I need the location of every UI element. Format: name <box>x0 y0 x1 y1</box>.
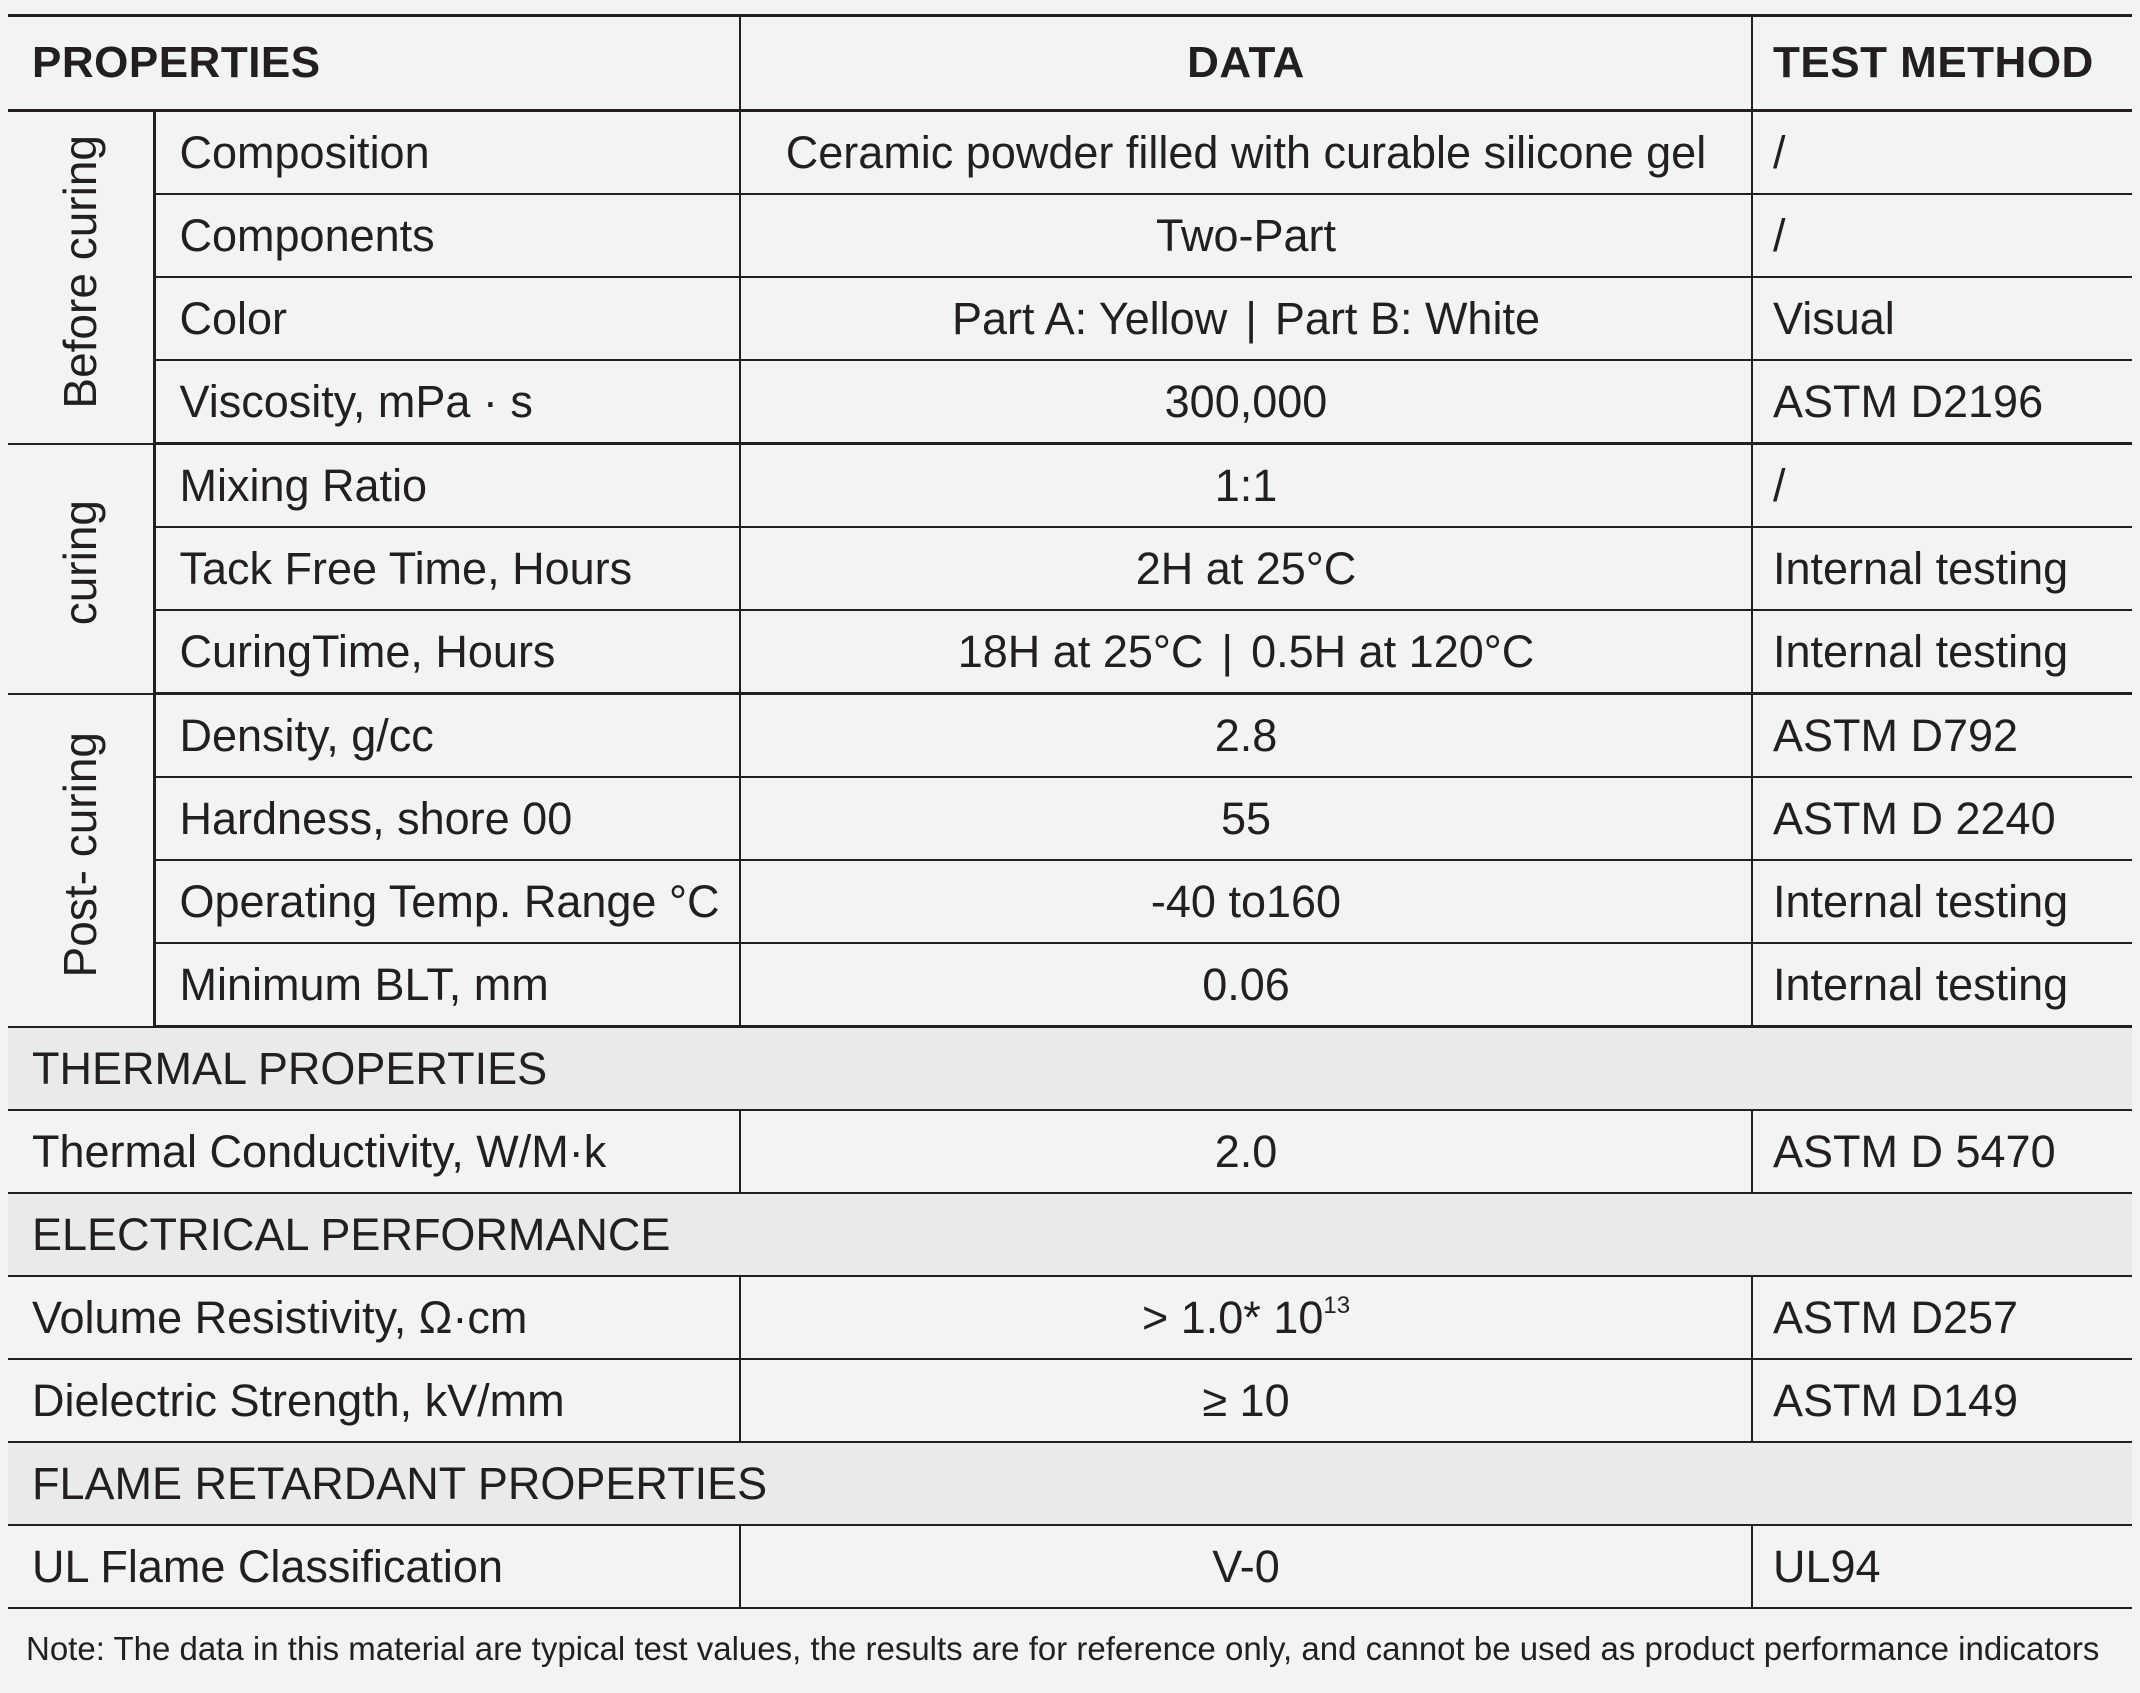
property-name: Operating Temp. Range °C <box>154 860 740 943</box>
group-label: Post- curing <box>54 731 107 978</box>
test-method: / <box>1752 444 2132 528</box>
property-name: UL Flame Classification <box>8 1525 740 1608</box>
value-part-b: 0.5H at 120°C <box>1251 625 1535 677</box>
properties-table <box>8 14 2132 1609</box>
property-name: Color <box>154 277 740 360</box>
table-row <box>8 610 2132 694</box>
footnote: Note: The data in this material are typical test values, the results are for reference only, and cannot be used as product performance indicators <box>26 1630 2100 1667</box>
table-row <box>8 277 2132 360</box>
property-name: Volume Resistivity, Ω·cm <box>8 1276 740 1359</box>
property-name: Components <box>154 194 740 277</box>
section-electrical <box>8 1193 2132 1276</box>
property-value <box>740 1276 1752 1359</box>
section-title: THERMAL PROPERTIES <box>8 1027 2132 1111</box>
property-value: 1:1 <box>740 444 1752 528</box>
test-method: ASTM D2196 <box>1752 360 2132 444</box>
test-method: / <box>1752 194 2132 277</box>
group-before-curing <box>8 111 154 444</box>
header-properties: PROPERTIES <box>8 16 740 111</box>
value-separator: | <box>1221 625 1234 677</box>
table-header-row <box>8 16 2132 111</box>
test-method: UL94 <box>1752 1525 2132 1608</box>
test-method: / <box>1752 111 2132 195</box>
value-separator: | <box>1245 292 1257 344</box>
test-method: ASTM D257 <box>1752 1276 2132 1359</box>
test-method: ASTM D792 <box>1752 694 2132 778</box>
group-curing <box>8 444 154 694</box>
value-base: > 1.0* 10 <box>1141 1291 1324 1343</box>
header-data: DATA <box>740 16 1752 111</box>
property-value: 55 <box>740 777 1752 860</box>
table-row <box>8 111 2132 195</box>
test-method: Internal testing <box>1752 860 2132 943</box>
property-name: Minimum BLT, mm <box>154 943 740 1027</box>
property-value: V-0 <box>740 1525 1752 1608</box>
test-method: Internal testing <box>1752 943 2132 1027</box>
table-row <box>8 777 2132 860</box>
group-post-curing <box>8 694 154 1027</box>
property-name: Dielectric Strength, kV/mm <box>8 1359 740 1442</box>
value-part-b: Part B: White <box>1274 292 1540 344</box>
property-value: -40 to160 <box>740 860 1752 943</box>
table-row <box>8 1276 2132 1359</box>
group-label: curing <box>54 500 107 626</box>
table-row <box>8 1110 2132 1193</box>
property-value: Ceramic powder filled with curable silicone gel <box>740 111 1752 195</box>
property-name: Viscosity, mPa · s <box>154 360 740 444</box>
test-method: Visual <box>1752 277 2132 360</box>
property-value: Two-Part <box>740 194 1752 277</box>
property-name: Thermal Conductivity, W/M·k <box>8 1110 740 1193</box>
table-row <box>8 1359 2132 1442</box>
property-name: CuringTime, Hours <box>154 610 740 694</box>
header-test-method: TEST METHOD <box>1752 16 2132 111</box>
table-row <box>8 444 2132 528</box>
value-exponent: 13 <box>1323 1291 1351 1319</box>
properties-sheet <box>8 14 2132 1609</box>
test-method: ASTM D 5470 <box>1752 1110 2132 1193</box>
property-name: Composition <box>154 111 740 195</box>
value-part-a: Part A: Yellow <box>952 292 1228 344</box>
property-value: 2.8 <box>740 694 1752 778</box>
table-row <box>8 694 2132 778</box>
property-value: 2H at 25°C <box>740 527 1752 610</box>
test-method: Internal testing <box>1752 527 2132 610</box>
test-method: ASTM D 2240 <box>1752 777 2132 860</box>
test-method: ASTM D149 <box>1752 1359 2132 1442</box>
table-row <box>8 1525 2132 1608</box>
property-value <box>740 277 1752 360</box>
section-title: FLAME RETARDANT PROPERTIES <box>8 1442 2132 1525</box>
test-method: Internal testing <box>1752 610 2132 694</box>
property-value: ≥ 10 <box>740 1359 1752 1442</box>
table-row <box>8 527 2132 610</box>
property-value <box>740 610 1752 694</box>
property-name: Density, g/cc <box>154 694 740 778</box>
property-value: 2.0 <box>740 1110 1752 1193</box>
table-row <box>8 360 2132 444</box>
table-row <box>8 860 2132 943</box>
property-value: 0.06 <box>740 943 1752 1027</box>
value-part-a: 18H at 25°C <box>957 625 1204 677</box>
property-name: Mixing Ratio <box>154 444 740 528</box>
table-row <box>8 943 2132 1027</box>
table-row <box>8 194 2132 277</box>
property-name: Hardness, shore 00 <box>154 777 740 860</box>
section-flame <box>8 1442 2132 1525</box>
property-value: 300,000 <box>740 360 1752 444</box>
group-label: Before curing <box>54 134 107 409</box>
section-thermal <box>8 1027 2132 1111</box>
property-name: Tack Free Time, Hours <box>154 527 740 610</box>
section-title: ELECTRICAL PERFORMANCE <box>8 1193 2132 1276</box>
